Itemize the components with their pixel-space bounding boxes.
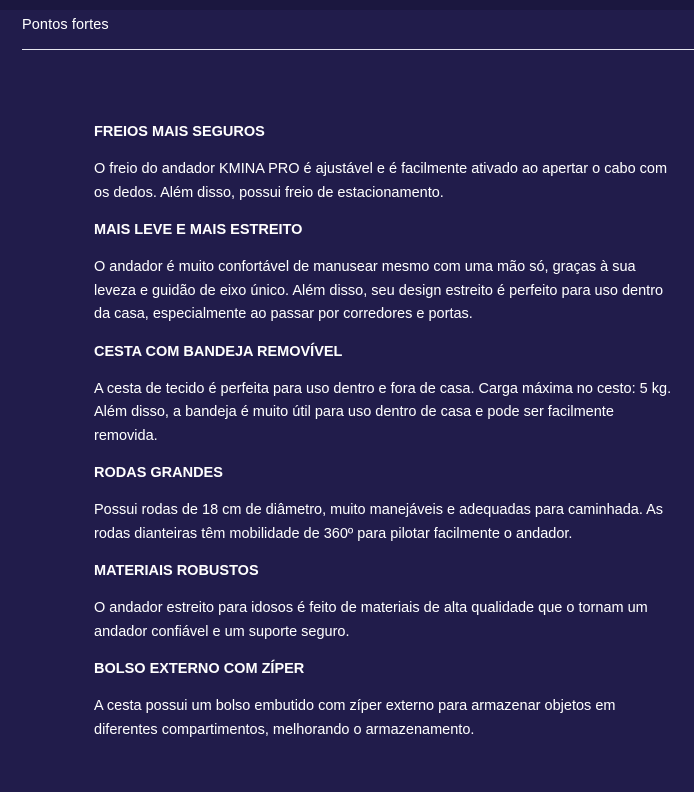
feature-description: A cesta de tecido é perfeita para uso dentro e fora de casa. Carga máxima no cesto: 5 kg. Além disso, a bandeja é muito útil para uso dentro de casa e pode ser facilmente removida. [94, 380, 672, 444]
feature-title: RODAS GRANDES [94, 465, 223, 481]
feature-section-lighter [94, 219, 674, 327]
feature-title: BOLSO EXTERNO COM ZÍPER [94, 661, 305, 677]
feature-description: A cesta possui um bolso embutido com zíper externo para armazenar objetos em diferentes compartimentos, melhorando o armazenamento. [94, 698, 616, 738]
feature-section-wheels [94, 462, 674, 546]
tab-divider [22, 49, 694, 50]
features-content [94, 121, 674, 756]
tab-pontos-fortes[interactable]: Pontos fortes [22, 17, 109, 33]
feature-description: O andador é muito confortável de manusear mesmo com uma mão só, graças à sua leveza e guidão de eixo único. Além disso, seu design estreito é perfeito para uso dentro da casa, especialmente ao passar por corredores e portas. [94, 259, 664, 322]
feature-section-brakes [94, 121, 674, 205]
feature-section-materials [94, 560, 674, 644]
feature-description: O andador estreito para idosos é feito de materiais de alta qualidade que o tornam um andador confiável e um suporte seguro. [94, 600, 648, 640]
top-strip [0, 0, 694, 10]
feature-description: O freio do andador KMINA PRO é ajustável e é facilmente ativado ao apertar o cabo com os dedos. Além disso, possui freio de estacionamento. [94, 161, 668, 201]
feature-section-pocket [94, 658, 674, 742]
feature-title: FREIOS MAIS SEGUROS [94, 124, 265, 140]
feature-title: MAIS LEVE E MAIS ESTREITO [94, 222, 303, 238]
feature-title: CESTA COM BANDEJA REMOVÍVEL [94, 343, 343, 360]
feature-description: Possui rodas de 18 cm de diâmetro, muito manejáveis e adequadas para caminhada. As rodas dianteiras têm mobilidade de 360º para pilotar facilmente o andador. [94, 502, 664, 542]
feature-section-basket [94, 341, 674, 449]
feature-title: MATERIAIS ROBUSTOS [94, 563, 259, 579]
